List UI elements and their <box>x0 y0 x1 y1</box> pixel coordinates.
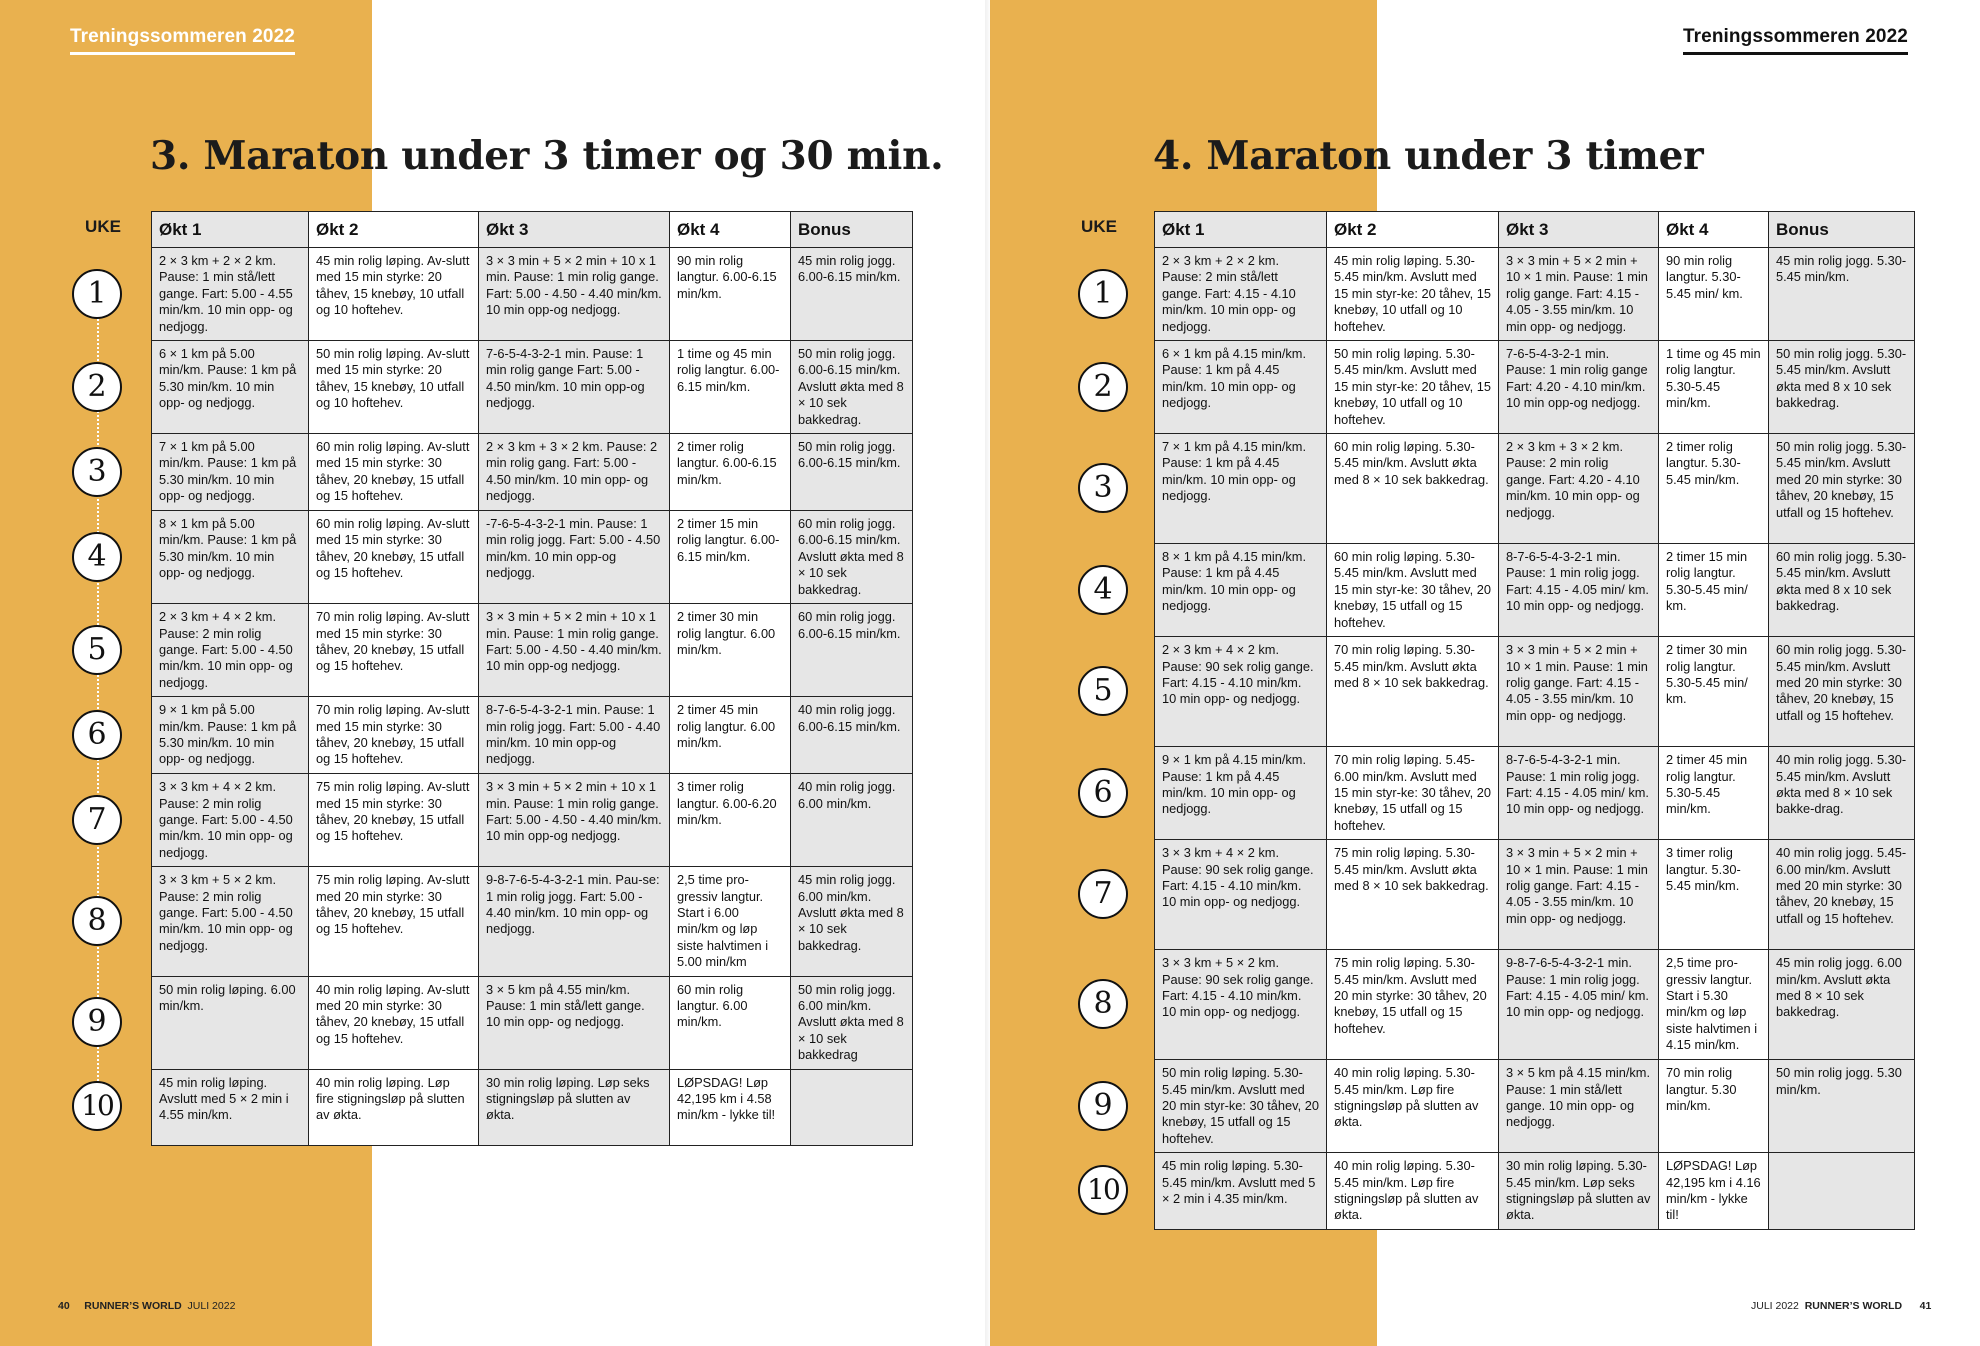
session-cell: 3 × 3 km + 4 × 2 km. Pause: 90 sek rolig gange. Fart: 4.15 - 4.10 min/km. 10 min opp- og nedjogg. <box>1155 840 1327 950</box>
session-cell: 50 min rolig løping. 5.30-5.45 min/km. Avslutt med 20 min styr-ke: 30 tåhev, 20 knebøy, 15 utfall og 15 hoftehev. <box>1155 1060 1327 1153</box>
session-cell: 2 timer 45 min rolig langtur. 6.00 min/km. <box>670 697 791 774</box>
session-cell: 40 min rolig løping. Løp fire stigningsløp på slutten av økta. <box>309 1069 479 1145</box>
table-row <box>1155 434 1915 544</box>
week-number-circle: 7 <box>1078 869 1128 919</box>
column-header: Økt 3 <box>1499 212 1659 248</box>
session-cell: 50 min rolig jogg. 6.00-6.15 min/km. Avslutt økta med 8 × 10 sek bakkedrag. <box>791 341 913 434</box>
session-cell: 60 min rolig løping. Av-slutt med 15 min styrke: 30 tåhev, 20 knebøy, 15 utfall og 15 hoftehev. <box>309 511 479 604</box>
session-cell: 70 min rolig løping. 5.30-5.45 min/km. Avslutt økta med 8 × 10 sek bakkedrag. <box>1327 637 1499 747</box>
section-header-text: Treningssommeren 2022 <box>70 26 295 47</box>
session-cell: 3 timer rolig langtur. 6.00-6.20 min/km. <box>670 774 791 867</box>
session-cell: 3 × 3 min + 5 × 2 min + 10 × 1 min. Pause: 1 min rolig gange. Fart: 4.15 - 4.05 - 3.55 min/km. 10 min opp- og nedjogg. <box>1499 840 1659 950</box>
page-title: 3. Maraton under 3 timer og 30 min. <box>150 133 944 179</box>
table-row <box>1155 950 1915 1060</box>
session-cell: 1 time og 45 min rolig langtur. 5.30-5.45 min/km. <box>1659 341 1769 434</box>
session-cell: 60 min rolig jogg. 5.30-5.45 min/km. Avslutt økta med 8 x 10 sek bakkedrag. <box>1769 544 1915 637</box>
page-title: 4. Maraton under 3 timer <box>1153 133 1704 179</box>
session-cell: 2 timer 15 min rolig langtur. 6.00-6.15 min/km. <box>670 511 791 604</box>
session-cell: 3 × 3 km + 5 × 2 km. Pause: 2 min rolig gange. Fart: 5.00 - 4.50 min/km. 10 min opp- og nedjogg. <box>152 867 309 976</box>
column-header: Økt 2 <box>309 212 479 248</box>
table-row <box>152 341 913 434</box>
table-header-row <box>1155 212 1915 248</box>
session-cell: 2 × 3 km + 2 × 2 km. Pause: 2 min stå/lett gange. Fart: 4.15 - 4.10 min/km. 10 min opp- og nedjogg. <box>1155 248 1327 341</box>
session-cell: 7-6-5-4-3-2-1 min. Pause: 1 min rolig gange Fart: 5.00 - 4.50 min/km. 10 min opp-og nedjogg. <box>479 341 670 434</box>
section-header <box>70 26 295 48</box>
session-cell: -7-6-5-4-3-2-1 min. Pause: 1 min rolig jogg. Fart: 5.00 - 4.50 min/km. 10 min opp-og nedjogg. <box>479 511 670 604</box>
session-cell: 8 × 1 km på 5.00 min/km. Pause: 1 km på 5.30 min/km. 10 min opp- og nedjogg. <box>152 511 309 604</box>
session-cell: 6 × 1 km på 4.15 min/km. Pause: 1 km på 4.45 min/km. 10 min opp- og nedjogg. <box>1155 341 1327 434</box>
week-number-circle: 10 <box>1078 1165 1128 1215</box>
table-row <box>152 976 913 1069</box>
table-row <box>152 697 913 774</box>
session-cell: 70 min rolig løping. Av-slutt med 15 min styrke: 30 tåhev, 20 knebøy, 15 utfall og 15 hoftehev. <box>309 697 479 774</box>
session-cell: 50 min rolig løping. 5.30-5.45 min/km. Avslutt med 15 min styr-ke: 20 tåhev, 15 knebøy, 10 utfall og 10 hoftehev. <box>1327 341 1499 434</box>
session-cell: 2 × 3 km + 3 × 2 km. Pause: 2 min rolig gang. Fart: 5.00 - 4.50 min/km. 10 min opp- og nedjogg. <box>479 434 670 511</box>
week-number-circle: 8 <box>72 896 122 946</box>
table-row <box>1155 341 1915 434</box>
session-cell: 2 × 3 km + 4 × 2 km. Pause: 90 sek rolig gange. Fart: 4.15 - 4.10 min/km. 10 min opp- og nedjogg. <box>1155 637 1327 747</box>
session-cell: 75 min rolig løping. Av-slutt med 20 min styrke: 30 tåhev, 20 knebøy, 15 utfall og 15 hoftehev. <box>309 867 479 976</box>
week-number-circle: 2 <box>1078 362 1128 412</box>
week-number-circle: 4 <box>72 532 122 582</box>
table-row <box>1155 1153 1915 1230</box>
session-cell: 60 min rolig løping. 5.30-5.45 min/km. Avslutt økta med 8 × 10 sek bakkedrag. <box>1327 434 1499 544</box>
session-cell <box>791 1069 913 1145</box>
session-cell: 60 min rolig løping. 5.30-5.45 min/km. Avslutt med 15 min styr-ke: 30 tåhev, 20 knebøy, 15 utfall og 15 hoftehev. <box>1327 544 1499 637</box>
session-cell: 3 × 3 min + 5 × 2 min + 10 x 1 min. Pause: 1 min rolig gange. Fart: 5.00 - 4.50 - 4.40 min/km. 10 min opp-og nedjogg. <box>479 774 670 867</box>
table-row <box>152 604 913 697</box>
session-cell: 40 min rolig jogg. 6.00 min/km. <box>791 774 913 867</box>
session-cell: 3 × 3 min + 5 × 2 min + 10 x 1 min. Pause: 1 min rolig gange. Fart: 5.00 - 4.50 - 4.40 min/km. 10 min opp-og nedjogg. <box>479 604 670 697</box>
session-cell: 45 min rolig jogg. 6.00 min/km. Avslutt økta med 8 × 10 sek bakkedrag. <box>791 867 913 976</box>
session-cell: 2 timer 45 min rolig langtur. 5.30-5.45 min/km. <box>1659 747 1769 840</box>
week-number-circle: 8 <box>1078 979 1128 1029</box>
session-cell: 60 min rolig jogg. 6.00-6.15 min/km. Avslutt økta med 8 × 10 sek bakkedrag. <box>791 511 913 604</box>
session-cell: 75 min rolig løping. Av-slutt med 15 min styrke: 30 tåhev, 20 knebøy, 15 utfall og 15 hoftehev. <box>309 774 479 867</box>
session-cell: 90 min rolig langtur. 5.30-5.45 min/ km. <box>1659 248 1769 341</box>
week-number-circle: 3 <box>72 447 122 497</box>
week-number-circle: 10 <box>72 1081 122 1131</box>
session-cell: 60 min rolig langtur. 6.00 min/km. <box>670 976 791 1069</box>
table-row <box>1155 1060 1915 1153</box>
session-cell: 40 min rolig jogg. 5.45-6.00 min/km. Avslutt med 20 min styrke: 30 tåhev, 20 knebøy, 15 utfall og 15 hoftehev. <box>1769 840 1915 950</box>
session-cell: LØPSDAG! Løp 42,195 km i 4.16 min/km - lykke til! <box>1659 1153 1769 1230</box>
session-cell: 45 min rolig løping. Avslutt med 5 × 2 min i 4.55 min/km. <box>152 1069 309 1145</box>
table-row <box>1155 637 1915 747</box>
session-cell: 45 min rolig jogg. 6.00 min/km. Avslutt økta med 8 × 10 sek bakkedrag. <box>1769 950 1915 1060</box>
session-cell: 7 × 1 km på 4.15 min/km. Pause: 1 km på 4.45 min/km. 10 min opp- og nedjogg. <box>1155 434 1327 544</box>
page-footer <box>1751 1300 1931 1312</box>
training-plan-table <box>151 211 913 1146</box>
session-cell: 1 time og 45 min rolig langtur. 6.00-6.15 min/km. <box>670 341 791 434</box>
session-cell: 45 min rolig løping. 5.30-5.45 min/km. Avslutt med 15 min styr-ke: 20 tåhev, 15 knebøy, 10 utfall og 10 hoftehev. <box>1327 248 1499 341</box>
session-cell: 50 min rolig jogg. 6.00-6.15 min/km. <box>791 434 913 511</box>
session-cell: 3 × 3 min + 5 × 2 min + 10 × 1 min. Pause: 1 min rolig gange. Fart: 4.15 - 4.05 - 3.55 min/km. 10 min opp- og nedjogg. <box>1499 637 1659 747</box>
column-header: Bonus <box>791 212 913 248</box>
week-column-label: UKE <box>1081 217 1117 236</box>
session-cell: 40 min rolig jogg. 5.30-5.45 min/km. Avslutt økta med 8 × 10 sek bakke-drag. <box>1769 747 1915 840</box>
column-header: Økt 2 <box>1327 212 1499 248</box>
week-number-circle: 9 <box>72 997 122 1047</box>
magazine-name: RUNNER’S WORLD <box>1804 1300 1903 1312</box>
training-plan-table <box>1154 211 1915 1230</box>
session-cell: 50 min rolig jogg. 5.30-5.45 min/km. Avslutt med 20 min styrke: 30 tåhev, 20 knebøy, 15 utfall og 15 hoftehev. <box>1769 434 1915 544</box>
week-number-circle: 4 <box>1078 565 1128 615</box>
session-cell: 3 × 3 min + 5 × 2 min + 10 × 1 min. Pause: 1 min rolig gange. Fart: 4.15 - 4.05 - 3.55 min/km. 10 min opp- og nedjogg. <box>1499 248 1659 341</box>
table-row <box>1155 544 1915 637</box>
week-number-circle: 6 <box>1078 768 1128 818</box>
session-cell: 50 min rolig løping. 6.00 min/km. <box>152 976 309 1069</box>
section-header-text: Treningssommeren 2022 <box>1683 26 1908 47</box>
session-cell: 70 min rolig langtur. 5.30 min/km. <box>1659 1060 1769 1153</box>
session-cell: 9-8-7-6-5-4-3-2-1 min. Pau-se: 1 min rolig jogg. Fart: 5.00 - 4.40 min/km. 10 min opp- og nedjogg. <box>479 867 670 976</box>
section-header <box>1683 26 1908 48</box>
table-row <box>152 1069 913 1145</box>
session-cell: 3 × 3 km + 4 × 2 km. Pause: 2 min rolig gange. Fart: 5.00 - 4.50 min/km. 10 min opp- og nedjogg. <box>152 774 309 867</box>
session-cell: 40 min rolig løping. Av-slutt med 20 min styrke: 30 tåhev, 20 knebøy, 15 utfall og 15 hoftehev. <box>309 976 479 1069</box>
column-header: Økt 4 <box>1659 212 1769 248</box>
session-cell: 2 timer 30 min rolig langtur. 6.00 min/km. <box>670 604 791 697</box>
session-cell: 7 × 1 km på 5.00 min/km. Pause: 1 km på 5.30 min/km. 10 min opp- og nedjogg. <box>152 434 309 511</box>
column-header: Bonus <box>1769 212 1915 248</box>
session-cell: 40 min rolig løping. 5.30-5.45 min/km. Løp fire stigningsløp på slutten av økta. <box>1327 1153 1499 1230</box>
session-cell: 60 min rolig jogg. 5.30-5.45 min/km. Avslutt med 20 min styrke: 30 tåhev, 20 knebøy, 15 utfall og 15 hoftehev. <box>1769 637 1915 747</box>
session-cell: 2 timer rolig langtur. 5.30-5.45 min/km. <box>1659 434 1769 544</box>
session-cell: 9-8-7-6-5-4-3-2-1 min. Pause: 1 min rolig jogg. Fart: 4.15 - 4.05 min/ km. 10 min opp- og nedjogg. <box>1499 950 1659 1060</box>
column-header: Økt 3 <box>479 212 670 248</box>
week-number-circle: 6 <box>72 710 122 760</box>
table-header-row <box>152 212 913 248</box>
session-cell: 2,5 time pro-gressiv langtur. Start i 6.00 min/km og løp siste halvtimen i 5.00 min/km <box>670 867 791 976</box>
page-footer <box>58 1300 235 1312</box>
session-cell: 45 min rolig løping. Av-slutt med 15 min styrke: 20 tåhev, 15 knebøy, 10 utfall og 10 hoftehev. <box>309 248 479 341</box>
table-row <box>1155 248 1915 341</box>
session-cell: 45 min rolig løping. 5.30-5.45 min/km. Avslutt med 5 × 2 min i 4.35 min/km. <box>1155 1153 1327 1230</box>
week-number-circle: 9 <box>1078 1081 1128 1131</box>
page-number: 40 <box>58 1300 70 1312</box>
session-cell: 8-7-6-5-4-3-2-1 min. Pause: 1 min rolig jogg. Fart: 4.15 - 4.05 min/ km. 10 min opp- og nedjogg. <box>1499 747 1659 840</box>
session-cell: 30 min rolig løping. 5.30-5.45 min/km. Løp seks stigningsløp på slutten av økta. <box>1499 1153 1659 1230</box>
header-underline <box>70 52 295 55</box>
column-header: Økt 4 <box>670 212 791 248</box>
session-cell: 8-7-6-5-4-3-2-1 min. Pause: 1 min rolig jogg. Fart: 4.15 - 4.05 min/ km. 10 min opp- og nedjogg. <box>1499 544 1659 637</box>
session-cell: 2 × 3 km + 3 × 2 km. Pause: 2 min rolig gange. Fart: 4.20 - 4.10 min/km. 10 min opp- og nedjogg. <box>1499 434 1659 544</box>
session-cell: LØPSDAG! Løp 42,195 km i 4.58 min/km - lykke til! <box>670 1069 791 1145</box>
column-header: Økt 1 <box>152 212 309 248</box>
table-row <box>152 774 913 867</box>
session-cell: 70 min rolig løping. 5.45-6.00 min/km. Avslutt med 15 min styr-ke: 30 tåhev, 20 knebøy, 15 utfall og 15 hoftehev. <box>1327 747 1499 840</box>
session-cell: 40 min rolig løping. 5.30-5.45 min/km. Løp fire stigningsløp på slutten av økta. <box>1327 1060 1499 1153</box>
week-number-circle: 5 <box>72 625 122 675</box>
week-number-circle: 3 <box>1078 463 1128 513</box>
session-cell: 50 min rolig løping. Av-slutt med 15 min styrke: 20 tåhev, 15 knebøy, 10 utfall og 10 hoftehev. <box>309 341 479 434</box>
table-row <box>1155 840 1915 950</box>
session-cell: 3 × 5 km på 4.15 min/km. Pause: 1 min stå/lett gange. 10 min opp- og nedjogg. <box>1499 1060 1659 1153</box>
session-cell: 8 × 1 km på 4.15 min/km. Pause: 1 km på 4.45 min/km. 10 min opp- og nedjogg. <box>1155 544 1327 637</box>
column-header: Økt 1 <box>1155 212 1327 248</box>
session-cell: 3 × 5 km på 4.55 min/km. Pause: 1 min stå/lett gange. 10 min opp- og nedjogg. <box>479 976 670 1069</box>
table-row <box>152 248 913 341</box>
session-cell: 3 × 3 min + 5 × 2 min + 10 x 1 min. Pause: 1 min rolig gange. Fart: 5.00 - 4.50 - 4.40 min/km. 10 min opp-og nedjogg. <box>479 248 670 341</box>
session-cell: 2 timer 30 min rolig langtur. 5.30-5.45 min/ km. <box>1659 637 1769 747</box>
session-cell: 6 × 1 km på 5.00 min/km. Pause: 1 km på 5.30 min/km. 10 min opp- og nedjogg. <box>152 341 309 434</box>
session-cell: 30 min rolig løping. Løp seks stigningsløp på slutten av økta. <box>479 1069 670 1145</box>
header-underline <box>1683 52 1908 55</box>
week-number-circle: 1 <box>1078 269 1128 319</box>
session-cell: 7-6-5-4-3-2-1 min. Pause: 1 min rolig gange Fart: 4.20 - 4.10 min/km. 10 min opp-og nedjogg. <box>1499 341 1659 434</box>
session-cell: 45 min rolig jogg. 6.00-6.15 min/km. <box>791 248 913 341</box>
session-cell: 70 min rolig løping. Av-slutt med 15 min styrke: 30 tåhev, 20 knebøy, 15 utfall og 15 hoftehev. <box>309 604 479 697</box>
session-cell: 2 timer 15 min rolig langtur. 5.30-5.45 min/ km. <box>1659 544 1769 637</box>
session-cell: 50 min rolig jogg. 6.00 min/km. Avslutt økta med 8 × 10 sek bakkedrag <box>791 976 913 1069</box>
session-cell: 2 timer rolig langtur. 6.00-6.15 min/km. <box>670 434 791 511</box>
week-dotted-line <box>97 300 99 1112</box>
issue-month: JULI 2022 <box>187 1300 236 1312</box>
week-number-circle: 5 <box>1078 666 1128 716</box>
table-row <box>1155 747 1915 840</box>
magazine-name: RUNNER’S WORLD <box>84 1300 182 1312</box>
session-cell: 50 min rolig jogg. 5.30-5.45 min/km. Avslutt økta med 8 x 10 sek bakkedrag. <box>1769 341 1915 434</box>
session-cell: 3 timer rolig langtur. 5.30-5.45 min/km. <box>1659 840 1769 950</box>
session-cell: 45 min rolig jogg. 5.30-5.45 min/km. <box>1769 248 1915 341</box>
week-number-circle: 1 <box>72 269 122 319</box>
table-row <box>152 511 913 604</box>
session-cell: 50 min rolig jogg. 5.30 min/km. <box>1769 1060 1915 1153</box>
session-cell: 9 × 1 km på 4.15 min/km. Pause: 1 km på 4.45 min/km. 10 min opp- og nedjogg. <box>1155 747 1327 840</box>
session-cell: 75 min rolig løping. 5.30-5.45 min/km. Avslutt økta med 8 × 10 sek bakkedrag. <box>1327 840 1499 950</box>
table-row <box>152 867 913 976</box>
session-cell <box>1769 1153 1915 1230</box>
session-cell: 2 × 3 km + 4 × 2 km. Pause: 2 min rolig gange. Fart: 5.00 - 4.50 min/km. 10 min opp- og nedjogg. <box>152 604 309 697</box>
week-number-circle: 2 <box>72 362 122 412</box>
session-cell: 2,5 time pro-gressiv langtur. Start i 5.30 min/km og løp siste halvtimen i 4.15 min/km. <box>1659 950 1769 1060</box>
page-number: 41 <box>1919 1300 1932 1312</box>
session-cell: 40 min rolig jogg. 6.00-6.15 min/km. <box>791 697 913 774</box>
week-number-circle: 7 <box>72 795 122 845</box>
session-cell: 9 × 1 km på 5.00 min/km. Pause: 1 km på 5.30 min/km. 10 min opp- og nedjogg. <box>152 697 309 774</box>
issue-month: JULI 2022 <box>1751 1300 1799 1312</box>
session-cell: 75 min rolig løping. 5.30-5.45 min/km. Avslutt med 20 min styrke: 30 tåhev, 20 knebøy, 15 utfall og 15 hoftehev. <box>1327 950 1499 1060</box>
session-cell: 90 min rolig langtur. 6.00-6.15 min/km. <box>670 248 791 341</box>
session-cell: 60 min rolig jogg. 6.00-6.15 min/km. <box>791 604 913 697</box>
session-cell: 3 × 3 km + 5 × 2 km. Pause: 90 sek rolig gange. Fart: 4.15 - 4.10 min/km. 10 min opp- og nedjogg. <box>1155 950 1327 1060</box>
session-cell: 2 × 3 km + 2 × 2 km. Pause: 1 min stå/lett gange. Fart: 5.00 - 4.55 min/km. 10 min opp- og nedjogg. <box>152 248 309 341</box>
right-page <box>990 0 1980 1346</box>
week-column-label: UKE <box>85 217 121 236</box>
table-row <box>152 434 913 511</box>
session-cell: 60 min rolig løping. Av-slutt med 15 min styrke: 30 tåhev, 20 knebøy, 15 utfall og 15 hoftehev. <box>309 434 479 511</box>
session-cell: 8-7-6-5-4-3-2-1 min. Pause: 1 min rolig jogg. Fart: 5.00 - 4.40 min/km. 10 min opp-og nedjogg. <box>479 697 670 774</box>
